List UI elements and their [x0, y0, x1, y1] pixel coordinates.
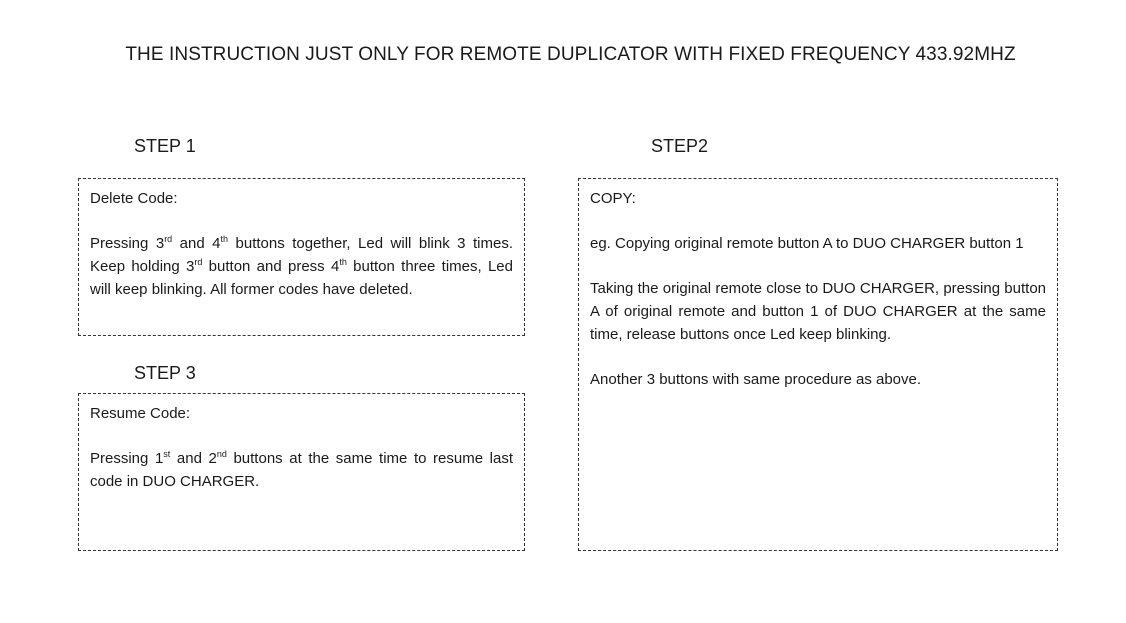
step3-instructions: Pressing 1st and 2nd buttons at the same time to resume last code in DUO CHARGER. [90, 449, 513, 490]
step1-label: Delete Code: [90, 190, 178, 207]
step2-box [578, 178, 1058, 551]
step2-heading: STEP2 [651, 136, 709, 156]
step3-heading: STEP 3 [134, 363, 196, 383]
step1-heading: STEP 1 [134, 136, 196, 156]
step1-box [78, 178, 525, 336]
step3-label: Resume Code: [90, 405, 191, 422]
page-title: THE INSTRUCTION JUST ONLY FOR REMOTE DUPLICATOR WITH FIXED FREQUENCY 433.92MHZ [125, 44, 1016, 65]
step3-box [78, 393, 525, 551]
step2-example: eg. Copying original remote button A to DUO CHARGER button 1 [590, 235, 1024, 252]
step2-label: COPY: [590, 190, 636, 207]
step2-note: Another 3 buttons with same procedure as above. [590, 371, 922, 388]
step2-instructions: Taking the original remote close to DUO CHARGER, pressing button A of original remote and button 1 of DUO CHARGER at the same time, release buttons once Led keep blinking. [590, 280, 1046, 343]
step1-instructions: Pressing 3rd and 4th buttons together, Led will blink 3 times. Keep holding 3rd button and press 4th button three times, Led will keep blinking. All former codes have deleted. [90, 234, 514, 298]
